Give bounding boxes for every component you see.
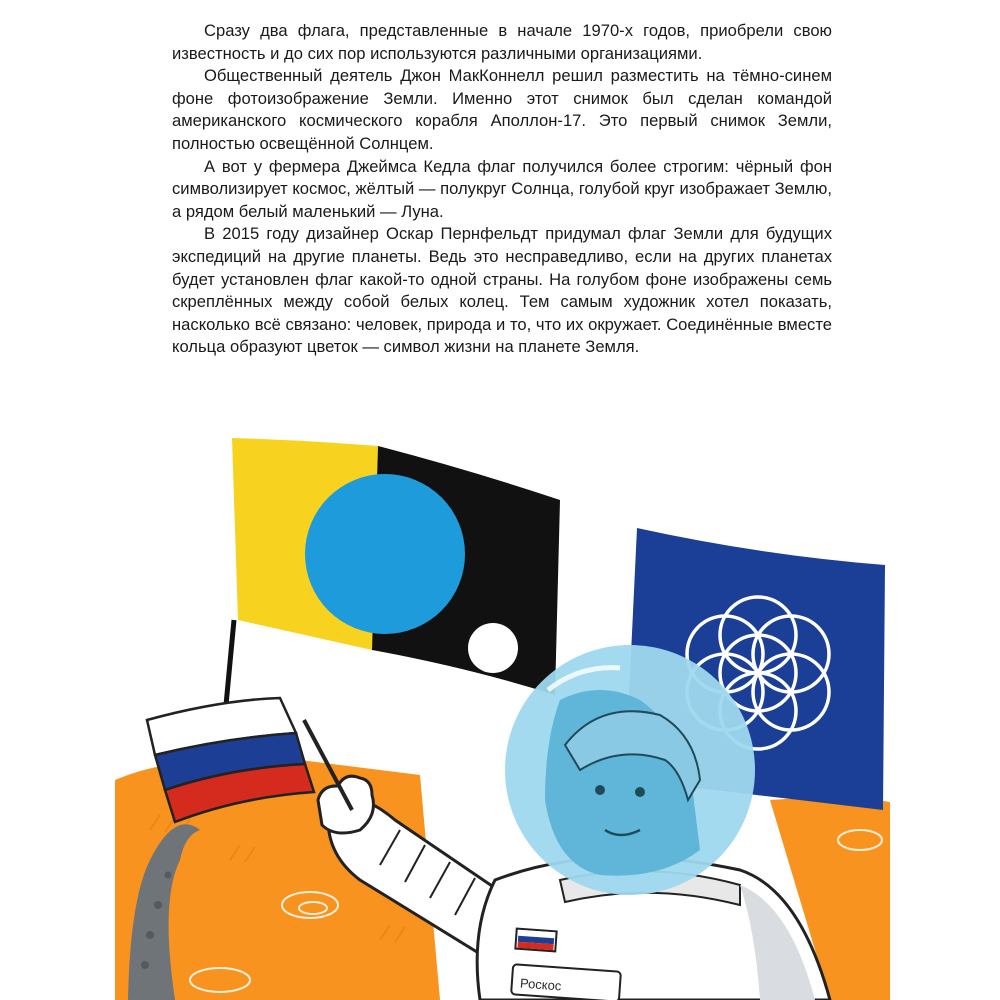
moon-circle bbox=[468, 623, 518, 673]
paragraph-1: Сразу два флага, представленные в начале 1970-х годов, приобрели свою известность и до сих пор используются различными организациями. bbox=[172, 21, 832, 63]
badge-label: Роскос bbox=[519, 975, 562, 994]
helmet bbox=[505, 645, 755, 895]
cadle-flag bbox=[232, 438, 560, 695]
flag-pole bbox=[226, 620, 234, 705]
earth-circle bbox=[305, 474, 465, 634]
paragraph-3: А вот у фермера Джеймса Кедла флаг получился более строгим: чёрный фон символизирует космос, жёлтый — полукруг Солнца, голубой круг изображает Землю, а рядом белый маленький — Луна. bbox=[172, 156, 832, 221]
paragraph-4: В 2015 году дизайнер Оскар Пернфельдт придумал флаг Земли для будущих экспедиций на другие планеты. Ведь это несправедливо, если на других планетах будет установлен флаг какой-то одной страны. На голубом фоне изображены семь скреплённых между собой белых колец. Тем самым художник хотел показать, насколько всё связано: человек, природа и то, что их окружает. Соединённые вместе кольца образуют цветок — символ жизни на планете Земля. bbox=[172, 224, 832, 357]
paragraph-2: Общественный деятель Джон МакКоннелл решил разместить на тёмно-синем фоне фотоизображение Земли. Именно этот снимок был сделан командой американского космического корабля Аполлон-17. Это первый снимок Земли, полностью освещённой Солнцем. bbox=[172, 66, 832, 153]
